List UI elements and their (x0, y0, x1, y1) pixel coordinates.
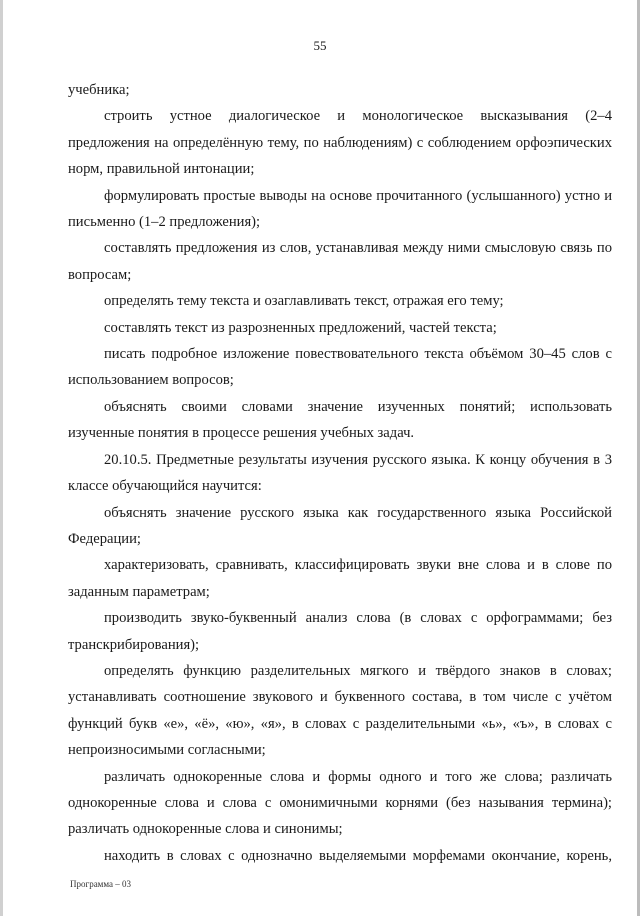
scan-edge-left (0, 0, 3, 916)
paragraph: учебника; (68, 82, 130, 98)
paragraph: характеризовать, сравнивать, классифицировать звуки вне слова и в слове по заданным параметрам; (68, 557, 612, 600)
body-text (68, 77, 612, 869)
paragraph: различать однокоренные слова и формы одного и того же слова; различать однокоренные слова и слова с омонимичными корнями (без называния термина); различать однокоренные слова и синонимы; (68, 768, 612, 838)
paragraph: определять функцию разделительных мягкого и твёрдого знаков в словах; устанавливать соотношение звукового и буквенного состава, в том числе с учётом функций букв «е», «ё», «ю», «я», в словах с разделительными «ь», «ъ», в словах с непроизносимыми согласными; (68, 662, 612, 759)
paragraph: писать подробное изложение повествовательного текста объёмом 30–45 слов с использованием вопросов; (68, 346, 612, 389)
paragraph: составлять предложения из слов, устанавливая между ними смысловую связь по вопросам; (68, 240, 612, 283)
paragraph: строить устное диалогическое и монологическое высказывания (2–4 предложения на определённую тему, по наблюдениям) с соблюдением орфоэпических норм, правильной интонации; (68, 108, 612, 178)
paragraph: составлять текст из разрозненных предложений, частей текста; (104, 319, 497, 336)
paragraph: производить звуко-буквенный анализ слова (в словах с орфограммами; без транскрибирования); (68, 610, 612, 653)
footer-label: Программа – 03 (70, 879, 132, 889)
paragraph: находить в словах с однозначно выделяемыми морфемами окончание, корень, (104, 847, 612, 864)
paragraph: объяснять значение русского языка как государственного языка Российской Федерации; (68, 504, 612, 547)
paragraph: определять тему текста и озаглавливать текст, отражая его тему; (104, 293, 504, 310)
section-heading-paragraph: 20.10.5. Предметные результаты изучения русского языка. К концу обучения в 3 классе обучающийся научится: (68, 451, 612, 495)
page-number: 55 (313, 38, 327, 53)
paragraph: объяснять своими словами значение изученных понятий; использовать изученные понятия в процессе решения учебных задач. (68, 398, 612, 442)
paragraph: формулировать простые выводы на основе прочитанного (услышанного) устно и письменно (1–2 предложения); (68, 187, 612, 231)
